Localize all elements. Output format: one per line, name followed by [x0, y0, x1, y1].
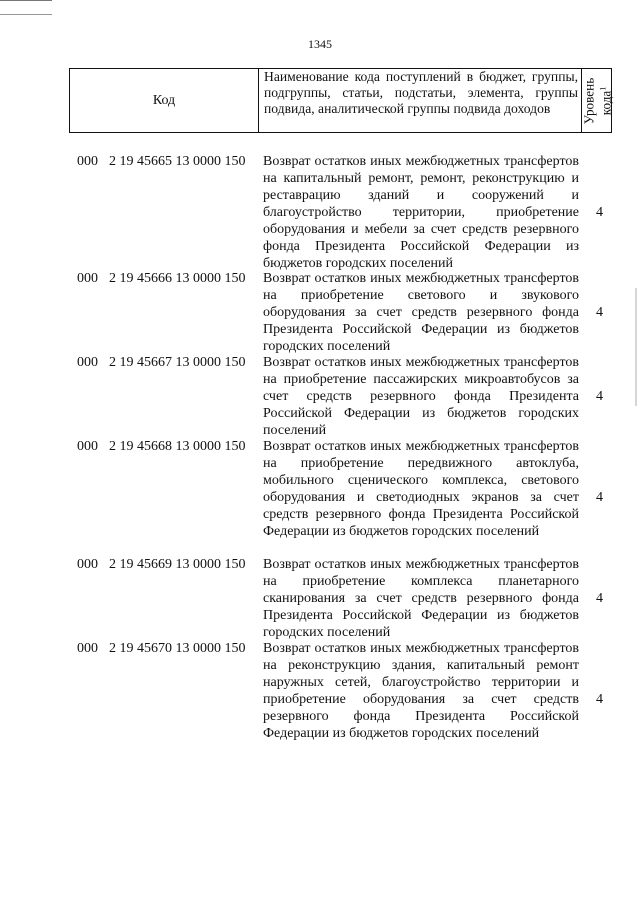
scan-artifact-edge — [635, 288, 637, 406]
row-name: Возврат остатков иных межбюджетных трансфертов на приобретение комплекса планетарного сканирования за счет средств резервного фонда Президента Российской Федерации из бюджетов городских поселений — [263, 557, 579, 640]
row-level: 4 — [596, 490, 603, 505]
row-code: 2 19 45669 13 0000 150 — [109, 557, 246, 572]
row-code: 2 19 45667 13 0000 150 — [109, 355, 246, 370]
header-name-label: Наименование кода поступлений в бюджет, группы, подгруппы, статьи, подстатьи, элемента, группы подвида, аналитической группы подвида доходов — [264, 69, 578, 116]
row-level: 4 — [596, 305, 603, 320]
row-group-code: 000 — [77, 355, 98, 370]
row-group-code: 000 — [77, 641, 98, 656]
header-level-second: кода$^1$ — [597, 86, 614, 115]
row-code: 2 19 45670 13 0000 150 — [109, 641, 246, 656]
header-level-label — [582, 77, 613, 123]
header-code-cell — [70, 69, 259, 132]
row-level: 4 — [596, 389, 603, 404]
row-code: 2 19 45668 13 0000 150 — [109, 439, 246, 454]
row-code: 2 19 45666 13 0000 150 — [109, 271, 246, 286]
row-level: 4 — [596, 692, 603, 707]
page-number: 1345 — [308, 37, 332, 51]
row-name: Возврат остатков иных межбюджетных трансфертов на реконструкцию здания, капитальный ремонт наружных сетей, благоустройство территории и приобретение оборудования за счет средств резервного фонда Президента Российской Федерации из бюджетов городских поселений — [263, 641, 579, 741]
scan-artifact-lines — [0, 0, 52, 15]
row-name: Возврат остатков иных межбюджетных трансфертов на приобретение передвижного автоклуба, мобильного сценического комплекса, светового оборудования и светодиодных экранов за счет средств резервного фонда Президента Российской Федерации из бюджетов городских поселений — [263, 439, 579, 539]
row-group-code: 000 — [77, 439, 98, 454]
header-level-footnote: 1 — [597, 86, 607, 91]
row-name: Возврат остатков иных межбюджетных трансфертов на приобретение светового и звукового оборудования за счет средств резервного фонда Президента Российской Федерации из бюджетов городских поселений — [263, 271, 579, 354]
header-level-cell — [580, 69, 614, 132]
row-name: Возврат остатков иных межбюджетных трансфертов на приобретение пассажирских микроавтобусов за счет средств резервного фонда Президента Российской Федерации из бюджетов городских поселений — [263, 355, 579, 438]
header-name-cell — [259, 69, 582, 132]
row-code: 2 19 45665 13 0000 150 — [109, 154, 246, 169]
row-level: 4 — [596, 205, 603, 220]
header-code-label: Код — [152, 92, 176, 108]
row-group-code: 000 — [77, 557, 98, 572]
table-header — [69, 68, 612, 133]
row-group-code: 000 — [77, 154, 98, 169]
header-level-main: Уровень — [580, 77, 596, 124]
row-level: 4 — [596, 591, 603, 606]
row-group-code: 000 — [77, 271, 98, 286]
row-name: Возврат остатков иных межбюджетных трансфертов на капитальный ремонт, ремонт, реконструкцию и реставрацию зданий и сооружений и благоустройство территории, приобретение оборудования и мебели за счет средств резервного фонда Президента Российской Федерации из бюджетов городских поселений — [263, 154, 579, 271]
